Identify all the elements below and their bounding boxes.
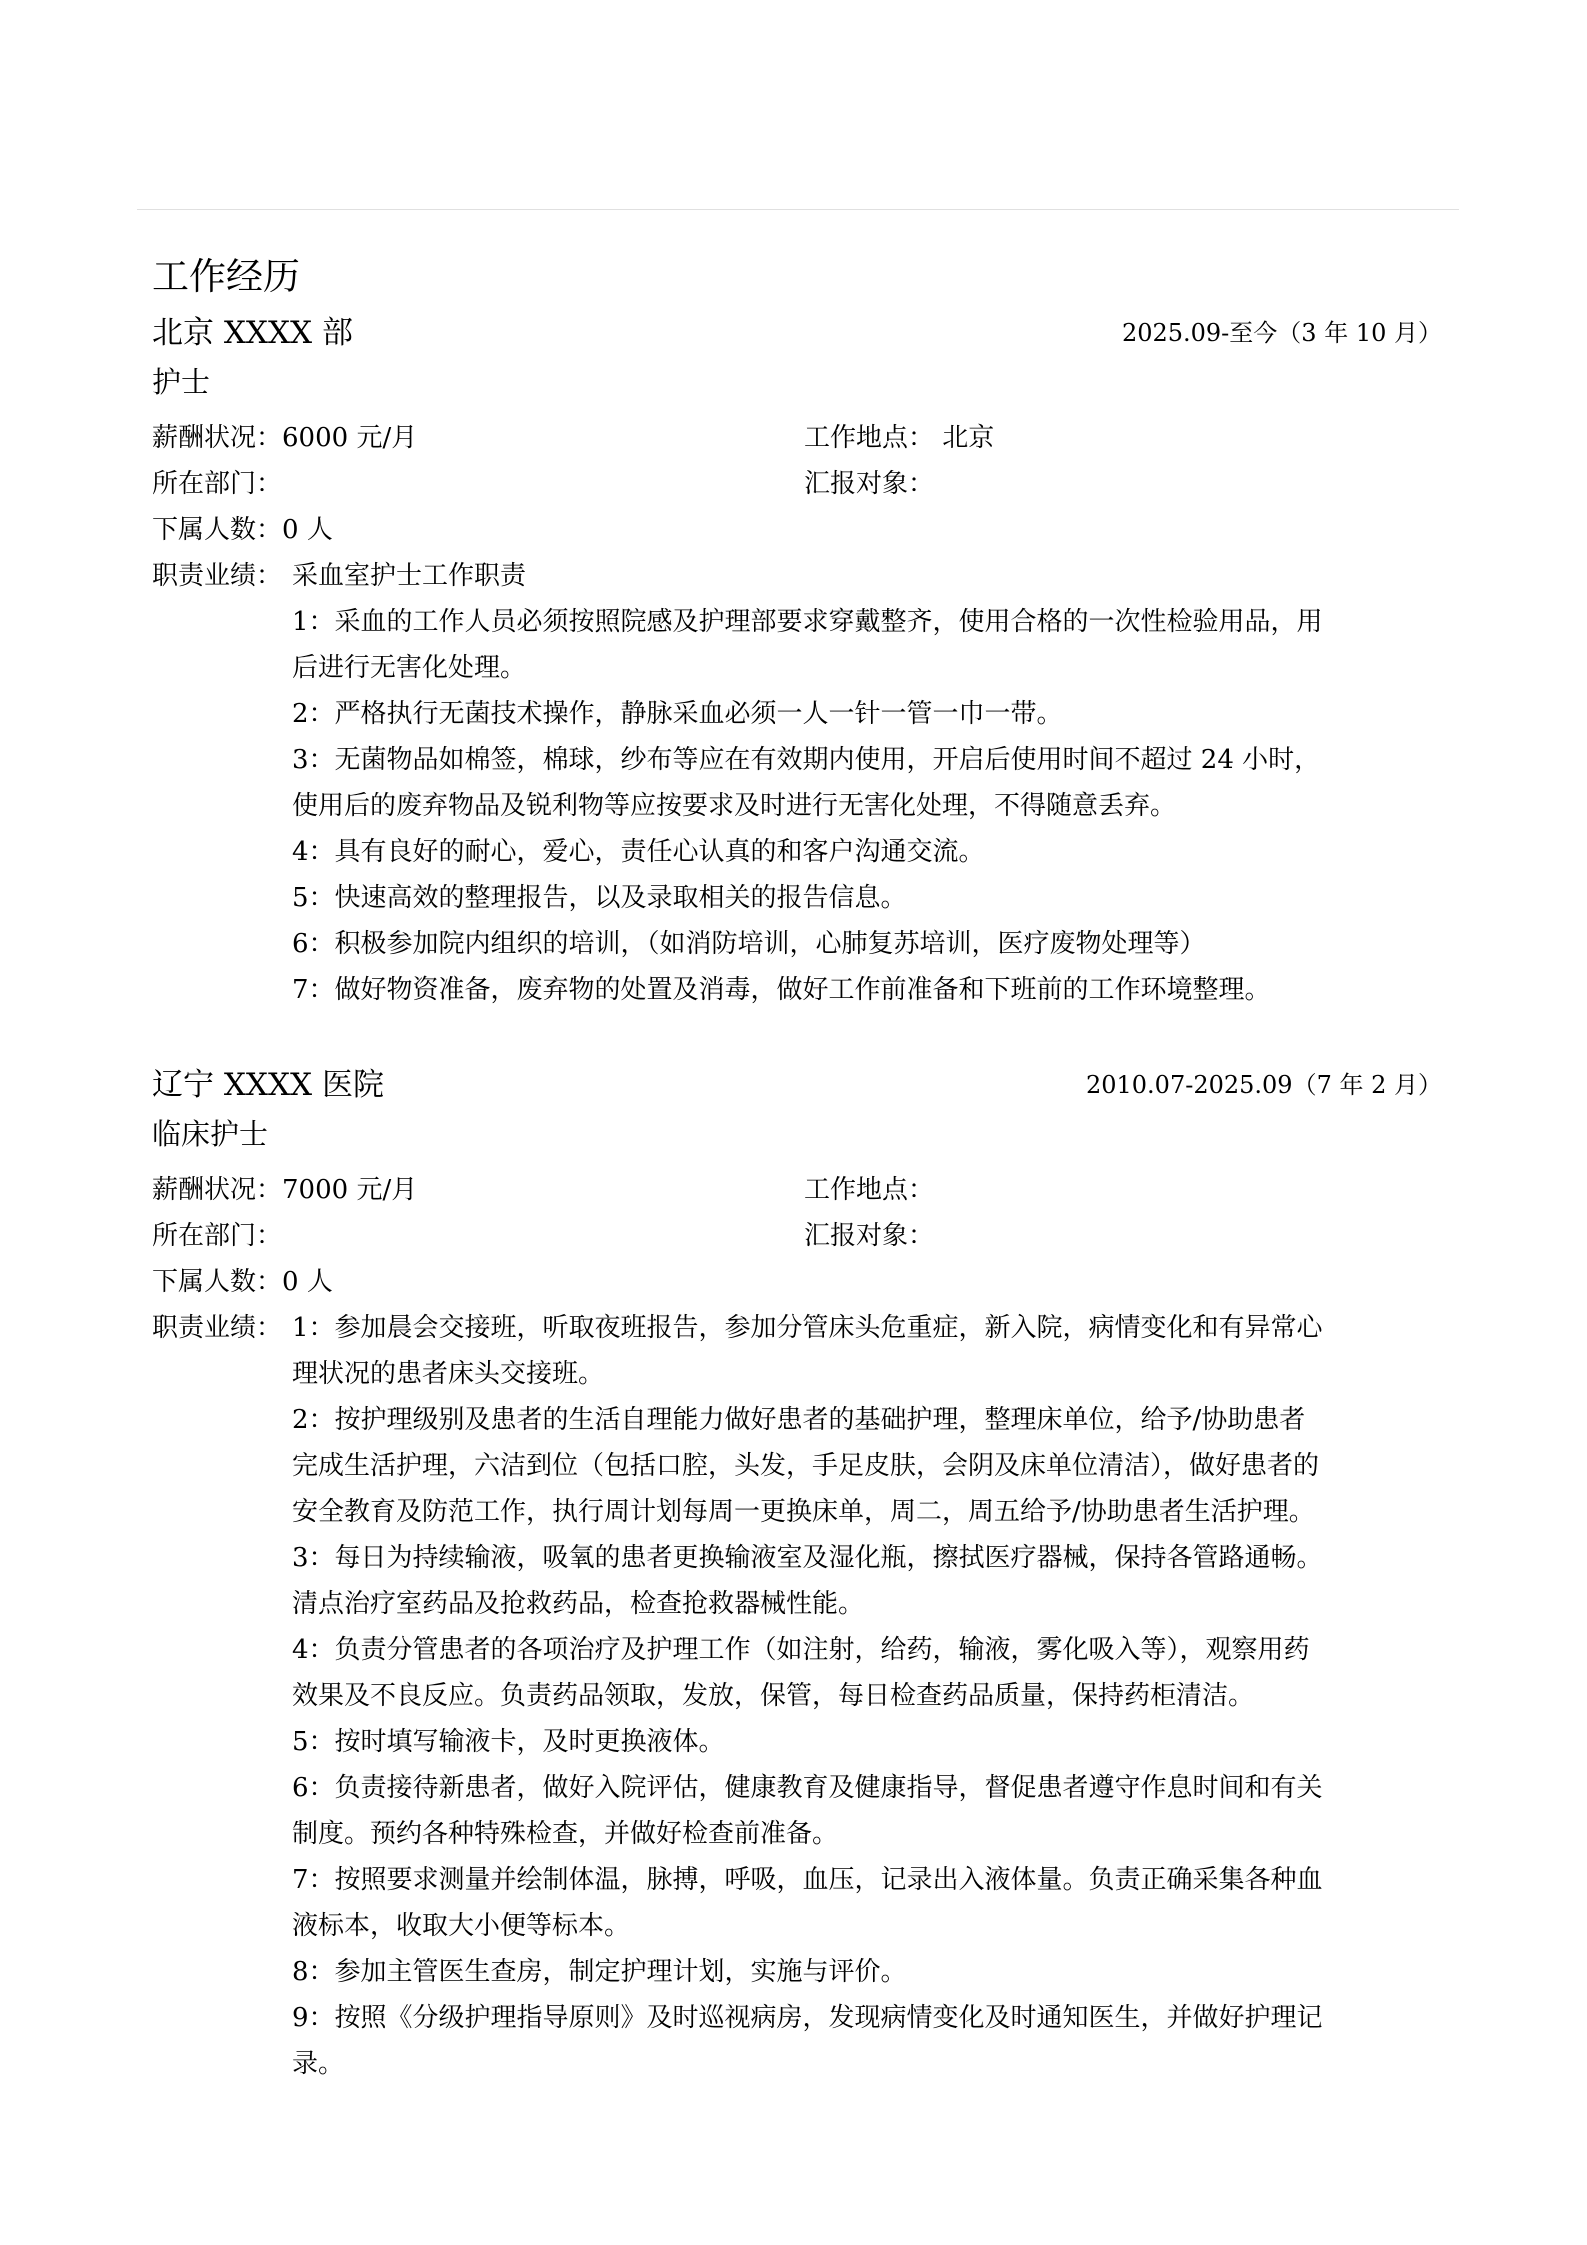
- duty-line: 液标本，收取大小便等标本。: [292, 1911, 631, 1941]
- department-field: [152, 461, 282, 507]
- location-label: 工作地点：: [804, 423, 935, 453]
- info-row-salary-location: [152, 415, 1442, 461]
- duties-label: 职责业绩：: [152, 561, 283, 591]
- duty-line: 2：按护理级别及患者的生活自理能力做好患者的基础护理，整理床单位，给予/协助患者: [292, 1405, 1306, 1435]
- department-label: 所在部门：: [152, 1221, 283, 1251]
- salary-value: 7000 元/月: [282, 1175, 418, 1205]
- salary-field: [152, 415, 417, 461]
- department-label: 所在部门：: [152, 469, 283, 499]
- subordinates-field: [152, 1259, 333, 1305]
- job-entry-2: [152, 1060, 1442, 2087]
- job-header: [152, 1060, 1442, 1110]
- report-label: 汇报对象：: [804, 1221, 935, 1251]
- job-position: 临床护士: [152, 1117, 269, 1151]
- info-row-subordinates: [152, 507, 1442, 553]
- subordinates-field: [152, 507, 333, 553]
- salary-label: 薪酬状况：: [152, 1175, 283, 1205]
- duty-line: 6：负责接待新患者，做好入院评估，健康教育及健康指导，督促患者遵守作息时间和有关: [292, 1773, 1323, 1803]
- salary-value: 6000 元/月: [282, 423, 418, 453]
- duty-line: 制度。预约各种特殊检查，并做好检查前准备。: [292, 1819, 839, 1849]
- duty-line: 采血室护士工作职责: [292, 561, 527, 591]
- location-label: 工作地点：: [804, 1175, 935, 1205]
- top-divider: [137, 209, 1459, 210]
- duty-line: 1：采血的工作人员必须按照院感及护理部要求穿戴整齐，使用合格的一次性检验用品，用: [292, 607, 1323, 637]
- info-row-subordinates: [152, 1259, 1442, 1305]
- duty-line: 理状况的患者床头交接班。: [292, 1359, 605, 1389]
- duty-line: 2：严格执行无菌技术操作，静脉采血必须一人一针一管一巾一带。: [292, 699, 1063, 729]
- duty-line: 4：负责分管患者的各项治疗及护理工作（如注射，给药，输液，雾化吸入等），观察用药: [292, 1635, 1310, 1665]
- duty-line: 9：按照《分级护理指导原则》及时巡视病房，发现病情变化及时通知医生，并做好护理记: [292, 2003, 1323, 2033]
- duty-line: 3：无菌物品如棉签，棉球，纱布等应在有效期内使用，开启后使用时间不超过 24 小时，: [292, 745, 1321, 775]
- subordinates-label: 下属人数：: [152, 1267, 283, 1297]
- duty-line: 5：按时填写输液卡，及时更换液体。: [292, 1727, 725, 1757]
- location-field: [804, 1167, 934, 1213]
- duties-text: [292, 553, 1442, 1013]
- report-label: 汇报对象：: [804, 469, 935, 499]
- duty-line: 3：每日为持续输液，吸氧的患者更换输液室及湿化瓶，擦拭医疗器械，保持各管路通畅。: [292, 1543, 1323, 1573]
- duty-line: 5：快速高效的整理报告，以及录取相关的报告信息。: [292, 883, 907, 913]
- job-header: [152, 308, 1442, 358]
- job-position: 护士: [152, 365, 211, 399]
- duty-line: 清点治疗室药品及抢救药品，检查抢救器械性能。: [292, 1589, 865, 1619]
- report-field: [804, 461, 934, 507]
- subordinates-value: 0 人: [282, 515, 333, 545]
- duties-label: 职责业绩：: [152, 1313, 283, 1343]
- location-field: [804, 415, 994, 461]
- duty-line: 1：参加晨会交接班，听取夜班报告，参加分管床头危重症，新入院，病情变化和有异常心: [292, 1313, 1323, 1343]
- salary-field: [152, 1167, 417, 1213]
- section-title: 工作经历: [152, 255, 300, 298]
- company-name: 北京 XXXX 部: [152, 315, 353, 351]
- subordinates-label: 下属人数：: [152, 515, 283, 545]
- duties-block: [152, 1305, 1442, 2087]
- duty-line: 安全教育及防范工作，执行周计划每周一更换床单，周二，周五给予/协助患者生活护理。: [292, 1497, 1315, 1527]
- info-row-salary-location: [152, 1167, 1442, 1213]
- duties-block: [152, 553, 1442, 1013]
- salary-label: 薪酬状况：: [152, 423, 283, 453]
- duty-line: 后进行无害化处理。: [292, 653, 527, 683]
- job-entry-1: [152, 308, 1442, 1013]
- duty-line: 8：参加主管医生查房，制定护理计划，实施与评价。: [292, 1957, 907, 1987]
- company-name: 辽宁 XXXX 医院: [152, 1067, 384, 1103]
- info-row-department-report: [152, 461, 1442, 507]
- duty-line: 使用后的废弃物品及锐利物等应按要求及时进行无害化处理，不得随意丢弃。: [292, 791, 1177, 821]
- duty-line: 6：积极参加院内组织的培训，（如消防培训，心肺复苏培训，医疗废物处理等）: [292, 929, 1206, 959]
- report-field: [804, 1213, 934, 1259]
- info-row-department-report: [152, 1213, 1442, 1259]
- subordinates-value: 0 人: [282, 1267, 333, 1297]
- duty-line: 7：做好物资准备，废弃物的处置及消毒，做好工作前准备和下班前的工作环境整理。: [292, 975, 1271, 1005]
- department-field: [152, 1213, 282, 1259]
- employment-period: 2025.09-至今（3 年 10 月）: [1121, 319, 1442, 347]
- duty-line: 效果及不良反应。负责药品领取，发放，保管，每日检查药品质量，保持药柜清洁。: [292, 1681, 1255, 1711]
- duties-text: [292, 1305, 1442, 2087]
- employment-period: 2010.07-2025.09（7 年 2 月）: [1085, 1071, 1442, 1099]
- duty-line: 4：具有良好的耐心，爱心，责任心认真的和客户沟通交流。: [292, 837, 985, 867]
- duty-line: 7：按照要求测量并绘制体温，脉搏，呼吸，血压，记录出入液体量。负责正确采集各种血: [292, 1865, 1323, 1895]
- duty-line: 完成生活护理，六洁到位（包括口腔，头发，手足皮肤，会阴及床单位清洁），做好患者的: [292, 1451, 1320, 1481]
- location-value: 北京: [942, 423, 995, 453]
- duty-line: 录。: [292, 2049, 345, 2079]
